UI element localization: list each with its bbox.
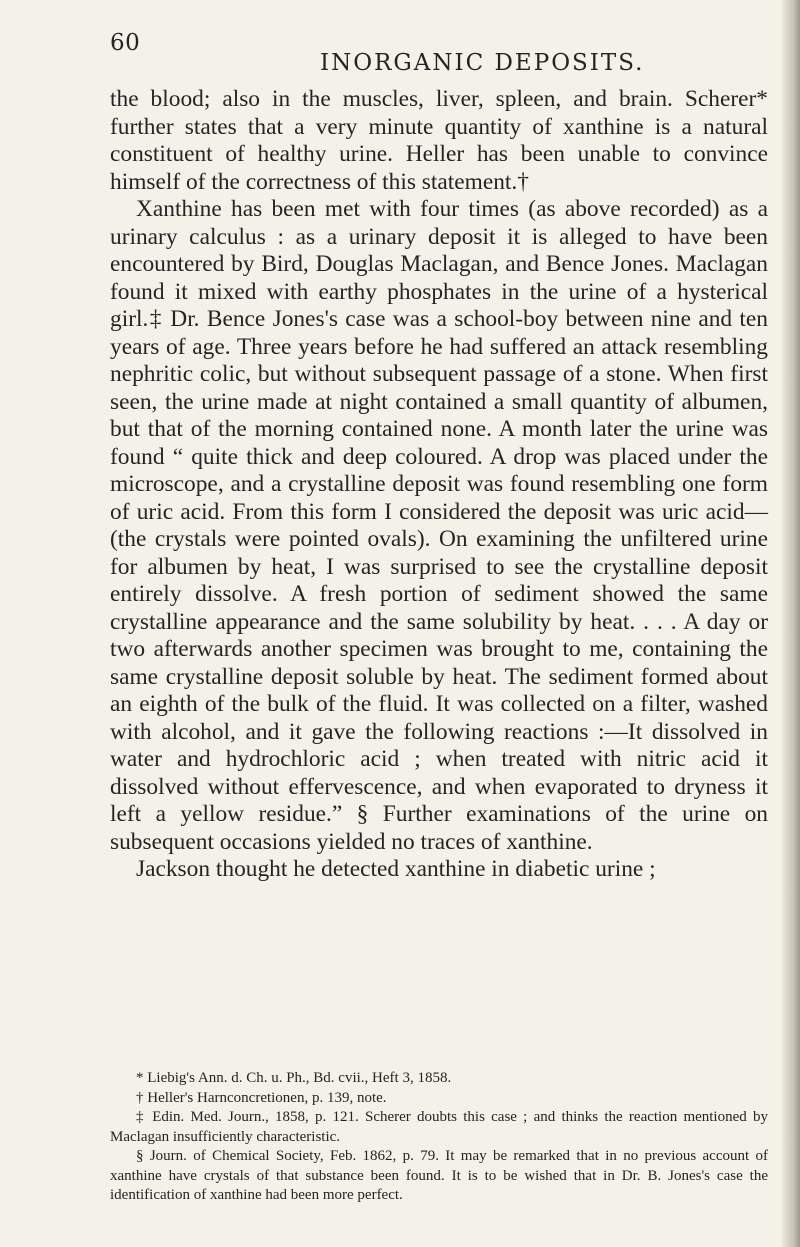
footnote: ‡ Edin. Med. Journ., 1858, p. 121. Scherer doubts this case ; and thinks the reaction mentioned by Maclagan insufficiently characteristic.: [110, 1109, 768, 1145]
footnote: § Journ. of Chemical Society, Feb. 1862, p. 79. It may be remarked that in no previous account of xanthine have crystals of that substance been found. It is to be wished that in Dr. B. Jones's case the identification of xanthine had been more perfect.: [110, 1148, 768, 1203]
footnote: * Liebig's Ann. d. Ch. u. Ph., Bd. cvii., Heft 3, 1858.: [136, 1070, 452, 1086]
footnotes: [110, 1069, 768, 1206]
running-head: INORGANIC DEPOSITS.: [320, 50, 645, 76]
paragraph: Jackson thought he detected xanthine in diabetic urine ;: [136, 856, 656, 882]
paragraph: Xanthine has been met with four times (as above recorded) as a urinary calculus : as a urinary deposit it is alleged to have been encountered by Bird, Douglas Maclagan, and Bence Jones. Maclagan found it mixed with earthy phosphates in the urine of a hysterical girl.‡ Dr. Bence Jones's case was a school-boy between nine and ten years of age. Three years before he had suffered an attack resembling nephritic colic, but without subsequent passage of a stone. When first seen, the urine made at night contained a small quantity of albumen, but that of the morning contained none. A month later the urine was found “ quite thick and deep coloured. A drop was placed under the microscope, and a crystalline deposit was found resembling one form of uric acid. From this form I considered the deposit was uric acid—(the crystals were pointed ovals). On examining the unfiltered urine for albumen by heat, I was surprised to see the crystalline deposit entirely dissolve. A fresh portion of sediment showed the same crystalline appearance and the same solubility by heat. . . . A day or two afterwards another specimen was brought to me, containing the same crystalline deposit soluble by heat. The sediment formed about an eighth of the bulk of the fluid. It was collected on a filter, washed with alcohol, and it gave the following reactions :—It dissolved in water and hydrochloric acid ; when treated with nitric acid it dissolved without effervescence, and when evaporated to dryness it left a yellow residue.” § Further examinations of the urine on subsequent occasions yielded no traces of xanthine.: [110, 196, 768, 855]
footnote: † Heller's Harnconcretionen, p. 139, note.: [136, 1089, 387, 1106]
paragraph: the blood; also in the muscles, liver, spleen, and brain. Scherer* further states that a very minute quantity of xanthine is a natural constituent of healthy urine. Heller has been unable to convince himself of the correctness of this statement.†: [110, 86, 768, 195]
page-number: 60: [110, 30, 141, 56]
body-text: [110, 86, 768, 884]
page-edge-shadow: [782, 0, 800, 1247]
